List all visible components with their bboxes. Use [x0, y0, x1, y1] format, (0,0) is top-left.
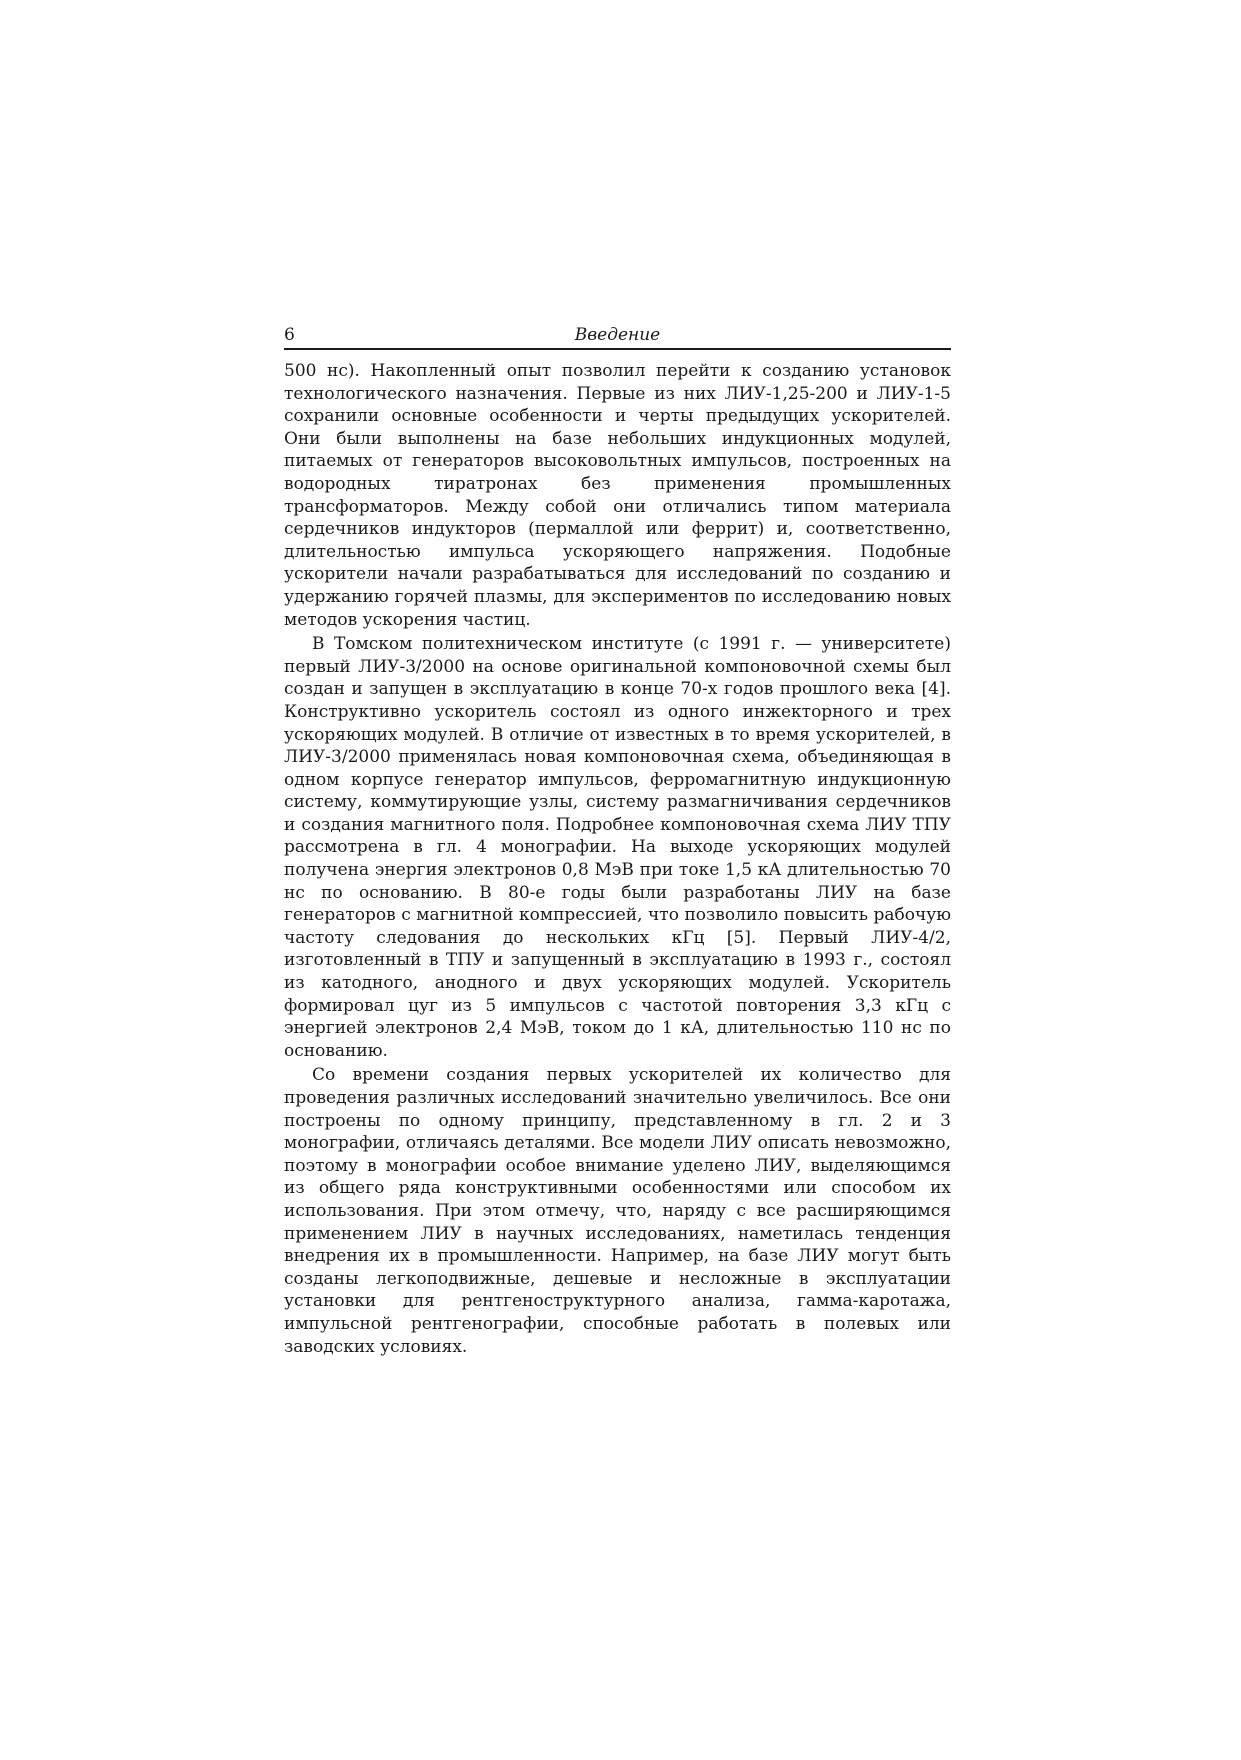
page-number: 6	[284, 325, 295, 345]
book-page	[284, 324, 951, 1360]
paragraph-tomsk-polytechnic: В Томском политехническом институте (с 1991 г. — университете) первый ЛИУ-3/2000 на основе оригинальной компоновочной схемы был создан и запущен в эксплуатацию в конце 70-х годов прошлого века [4]. Конструктивно ускоритель состоял из одного инжекторного и трех ускоряющих модулей. В отличие от известных в то время ускорителей, в ЛИУ-3/2000 применялась новая компоновочная схема, объединяющая в одном корпусе генератор импульсов, ферромагнитную индукционную систему, коммутирующие узлы, систему размагничивания сердечников и создания магнитного поля. Подробнее компоновочная схема ЛИУ ТПУ рассмотрена в гл. 4 монографии. На выходе ускоряющих модулей получена энергия электронов 0,8 МэВ при токе 1,5 кА длительностью 70 нс по основанию. В 80-е годы были разработаны ЛИУ на базе генераторов с магнитной компрессией, что позволило повысить рабочую частоту следования до нескольких кГц [5]. Первый ЛИУ-4/2, изготовленный в ТПУ и запущенный в эксплуатацию в 1993 г., состоял из катодного, анодного и двух ускоряющих модулей. Ускоритель формировал цуг из 5 импульсов с частотой повторения 3,3 кГц с энергией электронов 2,4 МэВ, током до 1 кА, длительностью 110 нс по основанию.	[284, 634, 951, 1061]
paragraph-continuation: 500 нс). Накопленный опыт позволил перейти к созданию установок технологического назначения. Первые из них ЛИУ-1,25-200 и ЛИУ-1-5 сохранили основные особенности и черты предыдущих ускорителей. Они были выполнены на базе небольших индукционных модулей, питаемых от генераторов высоковольтных импульсов, построенных на водородных тиратронах без применения промышленных трансформаторов. Между собой они отличались типом материала сердечников индукторов (пермаллой или феррит) и, соответственно, длительностью импульса ускоряющего напряжения. Подобные ускорители начали разрабатываться для исследований по созданию и удержанию горячей плазмы, для экспериментов по исследованию новых методов ускорения частиц.	[284, 361, 951, 630]
paragraph-applications: Со времени создания первых ускорителей их количество для проведения различных исследований значительно увеличилось. Все они построены по одному принципу, представленному в гл. 2 и 3 монографии, отличаясь деталями. Все модели ЛИУ описать невозможно, поэтому в монографии особое внимание уделено ЛИУ, выделяющимся из общего ряда конструктивными особенностями или способом их использования. При этом отмечу, что, наряду с все расширяющимся применением ЛИУ в научных исследованиях, наметилась тенденция внедрения их в промышленности. Например, на базе ЛИУ могут быть созданы легкоподвижные, дешевые и несложные в эксплуатации установки для рентгеноструктурного анализа, гамма-каротажа, импульсной рентгенографии, способные работать в полевых или заводских условиях.	[284, 1065, 951, 1357]
body-text	[284, 360, 951, 1358]
chapter-title: Введение	[574, 325, 661, 345]
running-header	[284, 324, 951, 350]
